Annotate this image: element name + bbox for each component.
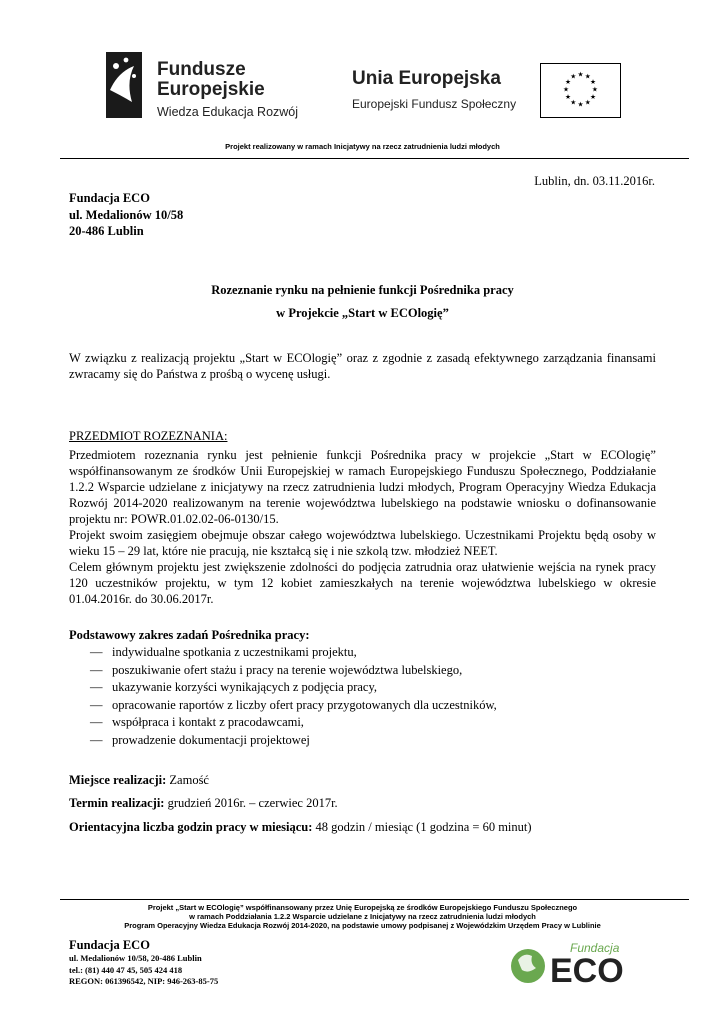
svg-text:★: ★ <box>584 72 591 81</box>
sender-address <box>69 190 183 240</box>
svg-text:★: ★ <box>564 77 571 86</box>
list-item <box>90 714 497 732</box>
eco-logo-small-text: Fundacja <box>570 941 620 955</box>
term-label: Termin realizacji: <box>69 796 165 810</box>
svg-text:★: ★ <box>577 70 584 79</box>
task-text: opracowanie raportów z liczby ofert pracy przygotowanych dla uczestników, <box>112 697 497 712</box>
eu-flag-icon <box>540 63 621 118</box>
fundusze-europejskie-wordmark <box>157 60 298 122</box>
task-text: współpraca i kontakt z pracodawcami, <box>112 715 304 729</box>
ue-line1: Unia Europejska <box>352 68 501 89</box>
svg-text:★: ★ <box>570 72 577 81</box>
svg-text:★: ★ <box>590 93 597 102</box>
fe-line1: Fundusze <box>157 59 246 80</box>
section-body <box>69 447 656 607</box>
place-label: Miejsce realizacji: <box>69 773 167 787</box>
list-item <box>90 679 497 697</box>
body-paragraph-1: Przedmiotem rozeznania rynku jest pełnienie funkcji Pośrednika pracy w projekcie „Start w ECOlogię” współfinansowanym ze środków Unii Europejskiej w ramach Europejskiego Funduszu Społecznego, Poddziałanie 1.2.2 Wsparcie udzielane z inicjatywy na rzecz zatrudnienia ludzi młodych, Program Operacyjny Wiedza Edukacja Rozwój 2014-2020 realizowanym na terenie województwa lubelskiego na podstawie wniosku o dofinansowanie projektu nr: POWR.01.02.02-06-0130/15. <box>69 448 656 526</box>
dash-bullet: — <box>90 680 103 694</box>
svg-text:★: ★ <box>577 100 584 109</box>
footer-address: ul. Medalionów 10/58, 20-486 Lublin <box>69 953 202 963</box>
body-paragraph-2: Projekt swoim zasięgiem obejmuje obszar całego województwa lubelskiego. Uczestnikami Projektu będą osoby w wieku 15 – 29 lat, które nie pracują, nie kształcą się i nie szkolą tzw. młodzież NEET. <box>69 528 656 558</box>
sender-street: ul. Medalionów 10/58 <box>69 207 184 222</box>
task-text: poszukiwanie ofert stażu i pracy na terenie województwa lubelskiego, <box>112 662 463 677</box>
footer-project-line1: Projekt „Start w ECOlogię” współfinansowany przez Unię Europejską ze środków Europejskiego Funduszu Społecznego <box>147 903 578 912</box>
footer-project-info <box>0 903 725 930</box>
document-title-line1: Rozeznanie rynku na pełnienie funkcji Pośrednika pracy <box>211 283 514 297</box>
header-project-line: Projekt realizowany w ramach Inicjatywy na rzecz zatrudnienia ludzi młodych <box>225 142 500 151</box>
fundusze-europejskie-logo-icon <box>104 52 144 118</box>
section-heading: PRZEDMIOT ROZEZNANIA: <box>69 429 228 443</box>
svg-text:★: ★ <box>570 98 577 107</box>
svg-text:★: ★ <box>590 77 597 86</box>
hours-label: Orientacyjna liczba godzin pracy w miesiącu: <box>69 820 313 834</box>
footer-org-details <box>69 953 218 988</box>
svg-text:★: ★ <box>584 98 591 107</box>
dash-bullet: — <box>90 662 103 677</box>
footer-org-name: Fundacja ECO <box>69 938 150 952</box>
task-text: prowadzenie dokumentacji projektowej <box>112 732 310 747</box>
unia-europejska-wordmark <box>352 68 530 113</box>
header-divider <box>60 158 689 159</box>
term-value: grudzień 2016r. – czerwiec 2017r. <box>164 796 338 810</box>
list-item <box>90 697 497 715</box>
hours-info <box>69 820 532 835</box>
letter-date: Lublin, dn. 03.11.2016r. <box>534 174 655 188</box>
dash-bullet: — <box>90 732 103 747</box>
fe-line2: Europejskie <box>157 79 265 100</box>
fe-line3: Wiedza Edukacja Rozwój <box>157 105 299 119</box>
tasks-heading: Podstawowy zakres zadań Pośrednika pracy: <box>69 628 310 642</box>
task-text: ukazywanie korzyści wynikających z podjęcia pracy, <box>112 680 378 694</box>
footer-project-line3: Program Operacyjny Wiedza Edukacja Rozwój 2014-2020, na podstawie umowy podpisanej z Wojewódzkim Urzędem Pracy w Lublinie <box>124 921 601 930</box>
footer-phone: tel.: (81) 440 47 45, 505 424 418 <box>69 964 183 975</box>
ue-line2: Europejski Fundusz Społeczny <box>352 97 517 111</box>
document-title-line2: w Projekcie „Start w ECOlogię” <box>276 306 449 320</box>
body-paragraph-3: Celem głównym projektu jest zwiększenie zdolności do podjęcia zatrudnia oraz ułatwienie wejścia na rynek pracy 120 uczestników projektu, w tym 12 kobiet zamieszkałych na terenie województwa lubelskiego w okresie 01.04.2016r. do 30.06.2017r. <box>69 560 656 606</box>
place-info <box>69 773 209 788</box>
list-item <box>90 662 497 680</box>
dash-bullet: — <box>90 645 103 659</box>
place-value: Zamość <box>166 773 209 787</box>
svg-text:★: ★ <box>591 85 598 94</box>
svg-text:★: ★ <box>564 93 571 102</box>
dash-bullet: — <box>90 715 103 729</box>
svg-text:★: ★ <box>563 85 570 94</box>
eco-logo-big-text: ECO <box>550 952 624 986</box>
list-item <box>90 732 497 750</box>
term-info <box>69 796 338 811</box>
hours-value: 48 godzin / miesiąc (1 godzina = 60 minut) <box>312 820 532 834</box>
sender-city: 20-486 Lublin <box>69 224 144 238</box>
tasks-list <box>90 644 497 749</box>
dash-bullet: — <box>90 697 103 712</box>
footer-regon: REGON: 061396542, NIP: 946-263-85-75 <box>69 976 219 986</box>
intro-paragraph: W związku z realizacją projektu „Start w ECOlogię” oraz z zgodnie z zasadą efektywnego zarządzania finansami zwracamy się do Państwa z prośbą o wycenę usługi. <box>69 351 656 381</box>
sender-name: Fundacja ECO <box>69 191 150 205</box>
list-item <box>90 644 497 662</box>
task-text: indywidualne spotkania z uczestnikami projektu, <box>112 645 357 659</box>
footer-project-line2: w ramach Poddziałania 1.2.2 Wsparcie udzielane z Inicjatywy na rzecz zatrudnienia ludzi młodych <box>189 912 536 921</box>
footer-divider <box>60 899 689 900</box>
fundacja-eco-logo-icon <box>508 938 673 986</box>
